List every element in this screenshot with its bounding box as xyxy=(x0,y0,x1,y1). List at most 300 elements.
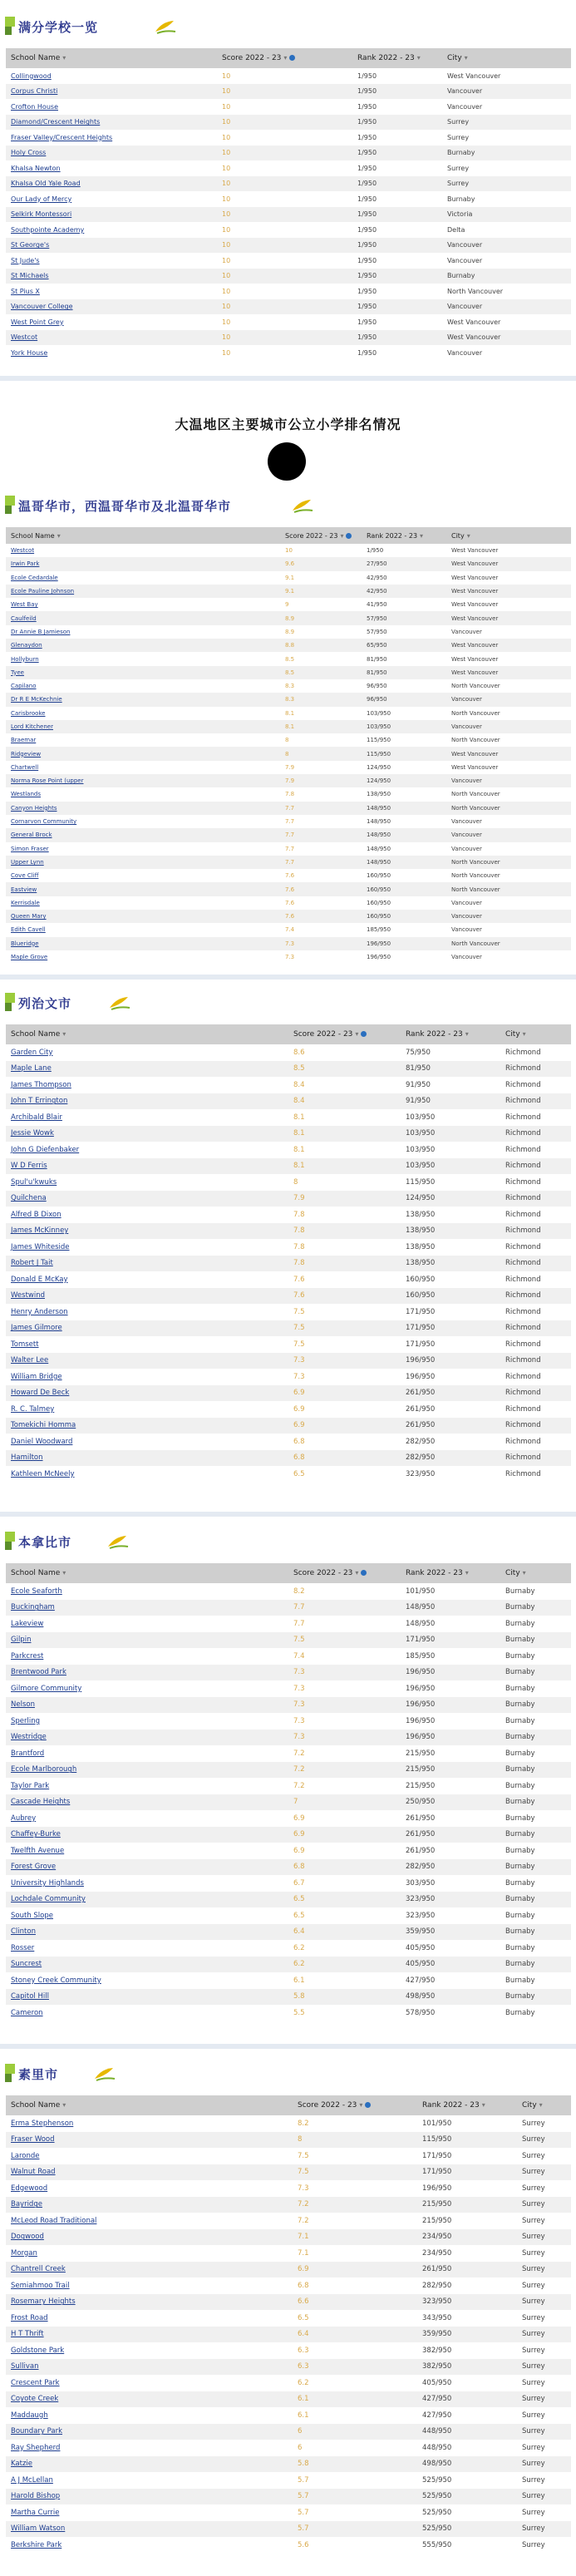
school-link[interactable]: Howard De Beck xyxy=(6,1385,288,1402)
rank-cell: 215/950 xyxy=(401,1762,500,1779)
score-cell: 7.8 xyxy=(293,1242,305,1251)
school-link[interactable]: Irwin Park xyxy=(6,557,280,570)
school-link[interactable]: West Bay xyxy=(11,601,38,609)
info-icon[interactable] xyxy=(361,1031,367,1037)
rank-cell: 427/950 xyxy=(406,1976,436,1985)
sort-icon: ▾ xyxy=(283,54,288,62)
score-cell: 7.5 xyxy=(293,2164,417,2181)
school-link[interactable]: Spul'u'kwuks xyxy=(11,1177,57,1187)
school-link[interactable]: Twelfth Avenue xyxy=(11,1846,65,1855)
school-link[interactable]: Taylor Park xyxy=(11,1781,50,1790)
table-row xyxy=(6,544,571,557)
score-cell: 6.5 xyxy=(288,1892,401,1908)
school-link[interactable]: Gilmore Community xyxy=(11,1684,82,1693)
school-link[interactable]: West Point Grey xyxy=(11,318,64,326)
header-school[interactable]: School Name ▾ xyxy=(6,527,280,544)
rank-cell: 138/950 xyxy=(401,1223,500,1240)
city-cell: Burnaby xyxy=(500,1827,571,1843)
school-link[interactable]: Our Lady of Mercy xyxy=(11,195,72,203)
school-link[interactable]: Suncrest xyxy=(6,1957,288,1973)
table-row xyxy=(6,2277,571,2294)
school-link[interactable]: Edith Cavell xyxy=(11,926,46,934)
score-cell: 8.6 xyxy=(293,1048,305,1057)
table-row xyxy=(6,1957,571,1973)
table-row xyxy=(6,923,571,936)
school-link[interactable]: Dr R E McKechnie xyxy=(6,693,280,706)
info-icon[interactable] xyxy=(365,2102,371,2108)
school-link[interactable]: Tomekichi Homma xyxy=(6,1418,288,1434)
school-link[interactable]: James Thompson xyxy=(11,1080,71,1089)
score-cell: 5.7 xyxy=(298,2508,309,2517)
score-cell: 5.7 xyxy=(293,2521,417,2538)
header-rank[interactable]: Rank 2022 - 23 ▾ xyxy=(417,2095,517,2115)
school-link[interactable]: Chartwell xyxy=(11,763,39,771)
table-row xyxy=(6,2262,571,2278)
score-cell: 8.1 xyxy=(293,1145,305,1154)
section-divider xyxy=(0,2044,576,2049)
school-link[interactable]: University Highlands xyxy=(11,1878,84,1888)
school-link[interactable]: Gilpin xyxy=(6,1632,288,1649)
rank-cell: 171/950 xyxy=(406,1340,436,1349)
header-school[interactable]: School Name ▾ xyxy=(6,1563,288,1583)
school-link[interactable]: Walnut Road xyxy=(6,2164,293,2181)
header-score[interactable]: Score 2022 - 23 ▾ xyxy=(288,1563,401,1583)
city-cell: Burnaby xyxy=(500,1794,571,1811)
rank-cell: 215/950 xyxy=(406,1749,436,1758)
school-link[interactable]: John G Diefenbaker xyxy=(11,1145,80,1154)
school-link[interactable]: Lord Kitchener xyxy=(6,720,280,733)
score-cell: 8 xyxy=(280,747,362,760)
city-cell: West Vancouver xyxy=(451,574,499,581)
sort-icon: ▾ xyxy=(465,1569,469,1577)
table-row xyxy=(6,160,571,176)
rank-cell: 555/950 xyxy=(422,2540,452,2549)
header-rank[interactable]: Rank 2022 - 23 ▾ xyxy=(401,1563,500,1583)
rank-cell: 498/950 xyxy=(417,2456,517,2473)
school-link[interactable]: Buckingham xyxy=(6,1600,288,1616)
school-link[interactable]: Caulfeild xyxy=(6,611,280,624)
school-link[interactable]: Vancouver College xyxy=(6,299,217,315)
score-cell: 10 xyxy=(222,72,231,80)
school-link[interactable]: William Bridge xyxy=(11,1372,62,1381)
city-cell: North Vancouver xyxy=(451,737,500,744)
rank-cell: 41/950 xyxy=(367,601,387,609)
school-link[interactable]: Cove Cliff xyxy=(11,872,39,880)
city-cell: Surrey xyxy=(517,2262,571,2278)
school-link[interactable]: Eastview xyxy=(6,882,280,896)
score-cell: 7.3 xyxy=(293,1372,305,1381)
rank-cell: 81/950 xyxy=(367,655,387,663)
school-link[interactable]: Maple Grove xyxy=(11,954,48,961)
school-link[interactable]: Brantford xyxy=(11,1749,45,1758)
city-cell: Surrey xyxy=(442,176,571,192)
rank-cell: 1/950 xyxy=(357,348,377,357)
city-cell: West Vancouver xyxy=(451,547,499,555)
school-link[interactable]: Southpointe Academy xyxy=(11,225,85,234)
school-link[interactable]: Upper Lynn xyxy=(6,856,280,869)
school-link[interactable]: Martha Currie xyxy=(11,2508,60,2517)
rank-cell: 1/950 xyxy=(357,102,377,111)
school-link[interactable]: Boundary Park xyxy=(6,2424,293,2440)
school-link[interactable]: Katzie xyxy=(6,2456,293,2473)
header-school[interactable]: School Name ▾ xyxy=(6,2095,293,2115)
school-link[interactable]: Dogwood xyxy=(6,2229,293,2246)
school-link[interactable]: Queen Mary xyxy=(6,910,280,923)
section-s3 xyxy=(0,991,576,1483)
table-row xyxy=(6,2424,571,2440)
score-cell: 8.5 xyxy=(285,655,295,663)
school-link[interactable]: H T Thrift xyxy=(6,2327,293,2343)
school-link[interactable]: Chantrell Creek xyxy=(6,2262,293,2278)
header-rank[interactable]: Rank 2022 - 23 ▾ xyxy=(352,48,442,68)
school-link[interactable]: Archibald Blair xyxy=(11,1113,62,1122)
table-row xyxy=(6,1239,571,1256)
city-cell: West Vancouver xyxy=(446,639,571,652)
score-cell: 7.8 xyxy=(288,1256,401,1272)
school-link[interactable]: Kathleen McNeely xyxy=(11,1469,75,1478)
school-link[interactable]: James Gilmore xyxy=(6,1320,288,1337)
table-row xyxy=(6,345,571,361)
school-link[interactable]: Hamilton xyxy=(6,1450,288,1467)
header-city[interactable]: City ▾ xyxy=(500,1024,571,1044)
school-link[interactable]: McLeod Road Traditional xyxy=(11,2216,97,2225)
city-cell: Richmond xyxy=(505,1048,541,1057)
score-cell: 6.5 xyxy=(293,1469,305,1478)
info-icon[interactable] xyxy=(346,533,352,539)
school-link[interactable]: Carisbrooke xyxy=(11,709,46,717)
section-marker-icon xyxy=(5,993,15,1011)
table-row xyxy=(6,1385,571,1402)
school-link[interactable]: Cameron xyxy=(11,2008,43,2017)
header-rank[interactable]: Rank 2022 - 23 ▾ xyxy=(401,1024,500,1044)
leaf-deco-icon xyxy=(106,1533,130,1550)
school-link[interactable]: Lakeview xyxy=(11,1619,44,1628)
school-link[interactable]: Robert J Tait xyxy=(6,1256,288,1272)
city-cell: Surrey xyxy=(517,2197,571,2213)
header-school[interactable]: School Name ▾ xyxy=(6,1024,288,1044)
school-link[interactable]: Westwind xyxy=(6,1288,288,1305)
score-cell: 7.8 xyxy=(293,1210,305,1219)
table-row xyxy=(6,2407,571,2424)
school-link[interactable]: William Watson xyxy=(6,2521,293,2538)
table-row xyxy=(6,1616,571,1632)
table-row xyxy=(6,222,571,238)
score-cell: 6.1 xyxy=(293,1976,305,1985)
table-row xyxy=(6,2132,571,2149)
school-link[interactable]: Berkshire Park xyxy=(11,2540,62,2549)
score-cell: 7.3 xyxy=(288,1353,401,1369)
table-row xyxy=(6,2115,571,2132)
rank-cell: 196/950 xyxy=(367,954,391,961)
header-rank[interactable]: Rank 2022 - 23 ▾ xyxy=(362,527,446,544)
table-row xyxy=(6,191,571,207)
score-cell: 7.3 xyxy=(285,954,295,961)
school-link[interactable]: Stoney Creek Community xyxy=(11,1976,101,1985)
school-link[interactable]: Fraser Valley/Crescent Heights xyxy=(11,133,113,141)
school-link[interactable]: Lochdale Community xyxy=(6,1892,288,1908)
section-header xyxy=(0,1530,576,1563)
table-row xyxy=(6,802,571,815)
rank-cell: 427/950 xyxy=(422,2411,452,2420)
school-link[interactable]: Tomsett xyxy=(11,1340,39,1349)
school-link[interactable]: Capilano xyxy=(11,683,37,690)
school-link[interactable]: Maple Lane xyxy=(6,1061,288,1078)
school-link[interactable]: Tyee xyxy=(6,666,280,679)
school-link[interactable]: York House xyxy=(11,348,48,357)
table-row xyxy=(6,1174,571,1191)
school-link[interactable]: Capitol Hill xyxy=(6,1989,288,2006)
table-row xyxy=(6,1665,571,1681)
school-link[interactable]: James Whiteside xyxy=(11,1242,70,1251)
school-link[interactable]: Diamond/Crescent Heights xyxy=(6,115,217,131)
header-school[interactable]: School Name ▾ xyxy=(6,48,217,68)
school-link[interactable]: Crescent Park xyxy=(11,2378,60,2387)
score-cell: 7.3 xyxy=(288,1697,401,1714)
score-cell: 6.9 xyxy=(288,1418,401,1434)
table-row xyxy=(6,314,571,330)
table-row xyxy=(6,269,571,284)
rank-cell: 65/950 xyxy=(362,639,446,652)
school-link[interactable]: Maddaugh xyxy=(11,2411,48,2420)
city-cell: North Vancouver xyxy=(447,287,504,295)
school-link[interactable]: Norma Rose Point (upper xyxy=(6,774,280,787)
table-row xyxy=(6,1304,571,1320)
school-link[interactable]: Clinton xyxy=(6,1924,288,1941)
school-link[interactable]: Donald E McKay xyxy=(11,1275,68,1284)
score-cell: 5.6 xyxy=(298,2540,309,2549)
city-cell: Burnaby xyxy=(505,1749,535,1758)
school-link[interactable]: Erma Stephenson xyxy=(11,2119,74,2128)
header-city[interactable]: City ▾ xyxy=(442,48,571,68)
rank-cell: 27/950 xyxy=(362,557,446,570)
table-row xyxy=(6,1940,571,1957)
school-link[interactable]: Ecole Pauline Johnson xyxy=(6,585,280,598)
header-score[interactable]: Score 2022 - 23 ▾ xyxy=(280,527,362,544)
table-row xyxy=(6,1632,571,1649)
school-link[interactable]: Quilchena xyxy=(6,1191,288,1207)
header-city[interactable]: City ▾ xyxy=(446,527,571,544)
school-link[interactable]: St Michaels xyxy=(6,269,217,284)
school-link[interactable]: Henry Anderson xyxy=(11,1307,68,1316)
school-link[interactable]: Kerrisdale xyxy=(11,899,40,906)
school-link[interactable]: Forest Grove xyxy=(6,1859,288,1876)
school-link[interactable]: Glenaydon xyxy=(6,639,280,652)
table-row xyxy=(6,950,571,964)
school-link[interactable]: Collingwood xyxy=(11,72,52,80)
school-link[interactable]: Selkirk Montessori xyxy=(6,207,217,223)
school-link[interactable]: South Slope xyxy=(11,1911,53,1920)
school-link[interactable]: Ecole Marlborough xyxy=(6,1762,288,1779)
school-link[interactable]: Semiahmoo Trail xyxy=(11,2281,70,2290)
school-link[interactable]: Cascade Heights xyxy=(6,1794,288,1811)
school-link[interactable]: Simon Fraser xyxy=(11,845,49,852)
school-link[interactable]: Edgewood xyxy=(11,2184,48,2193)
city-cell: Surrey xyxy=(522,2443,545,2452)
school-link[interactable]: St George's xyxy=(6,238,217,254)
school-link[interactable]: Blueridge xyxy=(6,937,280,950)
rank-cell: 1/950 xyxy=(357,164,377,172)
city-cell: Vancouver xyxy=(442,238,571,254)
city-cell: Surrey xyxy=(522,2248,545,2258)
city-cell: Surrey xyxy=(517,2391,571,2408)
score-cell: 7.7 xyxy=(280,802,362,815)
table-row xyxy=(6,1972,571,1989)
score-cell: 8.4 xyxy=(288,1093,401,1110)
school-link[interactable]: Westcot xyxy=(11,547,35,555)
rank-cell: 1/950 xyxy=(357,133,377,141)
score-cell: 7.3 xyxy=(288,1730,401,1746)
sort-icon: ▾ xyxy=(464,54,468,62)
rank-cell: 323/950 xyxy=(417,2294,517,2311)
city-cell: Vancouver xyxy=(451,818,482,826)
school-link[interactable]: Khalsa Newton xyxy=(11,164,61,172)
header-city[interactable]: City ▾ xyxy=(517,2095,571,2115)
table-row xyxy=(6,1093,571,1110)
rank-cell: 148/950 xyxy=(367,818,391,826)
city-cell: Surrey xyxy=(517,2456,571,2473)
school-link[interactable]: Ecole Seaforth xyxy=(11,1587,62,1596)
score-cell: 6.8 xyxy=(298,2281,309,2290)
table-row xyxy=(6,910,571,923)
school-link[interactable]: Garden City xyxy=(11,1048,53,1057)
city-cell: Richmond xyxy=(500,1320,571,1337)
school-link[interactable]: Rosemary Heights xyxy=(6,2294,293,2311)
school-link[interactable]: Bayridge xyxy=(6,2197,293,2213)
school-link[interactable]: Corpus Christi xyxy=(6,84,217,100)
city-cell: North Vancouver xyxy=(451,872,500,880)
school-link[interactable]: Khalsa Old Yale Road xyxy=(6,176,217,192)
info-icon[interactable] xyxy=(289,55,295,61)
rank-cell: 138/950 xyxy=(406,1210,436,1219)
school-link[interactable]: Goldstone Park xyxy=(11,2346,65,2355)
school-link[interactable]: Daniel Woodward xyxy=(11,1437,73,1446)
school-link[interactable]: Laronde xyxy=(11,2151,40,2160)
rank-cell: 323/950 xyxy=(406,1911,436,1920)
school-link[interactable]: Hollyburn xyxy=(11,655,39,663)
info-icon[interactable] xyxy=(361,1570,367,1576)
school-link[interactable]: Rosser xyxy=(11,1943,35,1952)
city-cell: Surrey xyxy=(522,2151,545,2160)
school-link[interactable]: Alfred B Dixon xyxy=(11,1210,62,1219)
table-row xyxy=(6,1745,571,1762)
school-link[interactable]: Crofton House xyxy=(11,102,58,111)
header-score[interactable]: Score 2022 - 23 ▾ xyxy=(293,2095,417,2115)
school-link[interactable]: Coyote Creek xyxy=(6,2391,293,2408)
rank-cell: 215/950 xyxy=(406,1781,436,1790)
school-link[interactable]: James McKinney xyxy=(6,1223,288,1240)
header-score[interactable]: Score 2022 - 23 ▾ xyxy=(288,1024,401,1044)
school-link[interactable]: Fraser Wood xyxy=(6,2132,293,2149)
rank-cell: 1/950 xyxy=(357,256,377,264)
header-score[interactable]: Score 2022 - 23 ▾ xyxy=(217,48,352,68)
section-s5 xyxy=(0,2062,576,2554)
rank-cell: 101/950 xyxy=(422,2119,452,2128)
section-title: 温哥华市，西温哥华市及北温哥华市 xyxy=(18,499,232,514)
score-cell: 8.5 xyxy=(288,1061,401,1078)
score-cell: 7.5 xyxy=(293,1307,305,1316)
section-title: 本拿比市 xyxy=(18,1535,72,1550)
score-cell: 9 xyxy=(285,601,289,609)
city-cell: Burnaby xyxy=(505,1846,535,1855)
school-link[interactable]: Ray Shepherd xyxy=(11,2443,61,2452)
table-row xyxy=(6,2391,571,2408)
school-link[interactable]: Parkcrest xyxy=(11,1651,44,1661)
school-link[interactable]: Jessie Wowk xyxy=(6,1126,288,1142)
rank-cell: 261/950 xyxy=(401,1385,500,1402)
rank-cell: 234/950 xyxy=(422,2248,452,2258)
city-cell: Burnaby xyxy=(505,1943,535,1952)
table-row xyxy=(6,2294,571,2311)
school-link[interactable]: Morgan xyxy=(11,2248,37,2258)
rank-cell: 160/950 xyxy=(362,882,446,896)
score-cell: 8.1 xyxy=(288,1126,401,1142)
school-link[interactable]: Frost Road xyxy=(11,2313,48,2322)
rank-cell: 196/950 xyxy=(401,1353,500,1369)
table-header-row xyxy=(6,48,571,68)
score-cell: 6.5 xyxy=(293,1911,305,1920)
school-link[interactable]: Harold Bishop xyxy=(6,2489,293,2505)
school-link[interactable]: Walter Lee xyxy=(6,1353,288,1369)
rank-cell: 215/950 xyxy=(417,2197,517,2213)
school-link[interactable]: General Brock xyxy=(6,828,280,841)
school-link[interactable]: R. C. Talmey xyxy=(11,1404,55,1414)
score-cell: 6.8 xyxy=(293,1437,305,1446)
school-link[interactable]: Westcot xyxy=(6,330,217,346)
school-link[interactable]: Westlands xyxy=(11,791,41,798)
score-cell: 7.8 xyxy=(285,791,295,798)
school-link[interactable]: Brentwood Park xyxy=(6,1665,288,1681)
rank-cell: 261/950 xyxy=(406,1404,436,1414)
school-link[interactable]: St Pius X xyxy=(11,287,40,295)
school-link[interactable]: St Jude's xyxy=(11,256,40,264)
table-row xyxy=(6,2229,571,2246)
table-row xyxy=(6,1288,571,1305)
sort-icon: ▾ xyxy=(466,531,470,540)
city-cell: Richmond xyxy=(500,1126,571,1142)
school-link[interactable]: Nelson xyxy=(6,1697,288,1714)
city-cell: Surrey xyxy=(517,2327,571,2343)
score-cell: 7.6 xyxy=(280,910,362,923)
rank-cell: 261/950 xyxy=(406,1846,436,1855)
table-row xyxy=(6,882,571,896)
header-city[interactable]: City ▾ xyxy=(500,1563,571,1583)
school-link[interactable]: Sullivan xyxy=(6,2359,293,2376)
school-link[interactable]: Holy Cross xyxy=(6,146,217,161)
school-link[interactable]: Ecole Cedardale xyxy=(11,574,58,581)
school-link[interactable]: W D Ferris xyxy=(6,1158,288,1175)
rank-cell: 525/950 xyxy=(417,2521,517,2538)
school-link[interactable]: Dr Annie B Jamieson xyxy=(11,628,71,635)
school-link[interactable]: Westridge xyxy=(6,1730,288,1746)
table-row xyxy=(6,1466,571,1483)
school-link[interactable]: Chaffey-Burke xyxy=(6,1827,288,1843)
school-link[interactable]: Sperling xyxy=(11,1716,41,1725)
school-link[interactable]: Canyon Heights xyxy=(6,802,280,815)
school-link[interactable]: Ridgeview xyxy=(6,747,280,760)
city-cell: Richmond xyxy=(500,1158,571,1175)
table-row xyxy=(6,585,571,598)
sort-icon: ▾ xyxy=(481,2101,485,2109)
table-row xyxy=(6,774,571,787)
school-link[interactable]: A J McLellan xyxy=(11,2475,53,2485)
city-cell: Richmond xyxy=(500,1256,571,1272)
school-link[interactable]: John T Errington xyxy=(6,1093,288,1110)
school-link[interactable]: Aubrey xyxy=(11,1814,37,1823)
rank-cell: 1/950 xyxy=(357,225,377,234)
rank-cell: 282/950 xyxy=(401,1450,500,1467)
school-link[interactable]: Cornarvon Community xyxy=(11,818,77,826)
school-link[interactable]: Braemar xyxy=(11,737,37,744)
